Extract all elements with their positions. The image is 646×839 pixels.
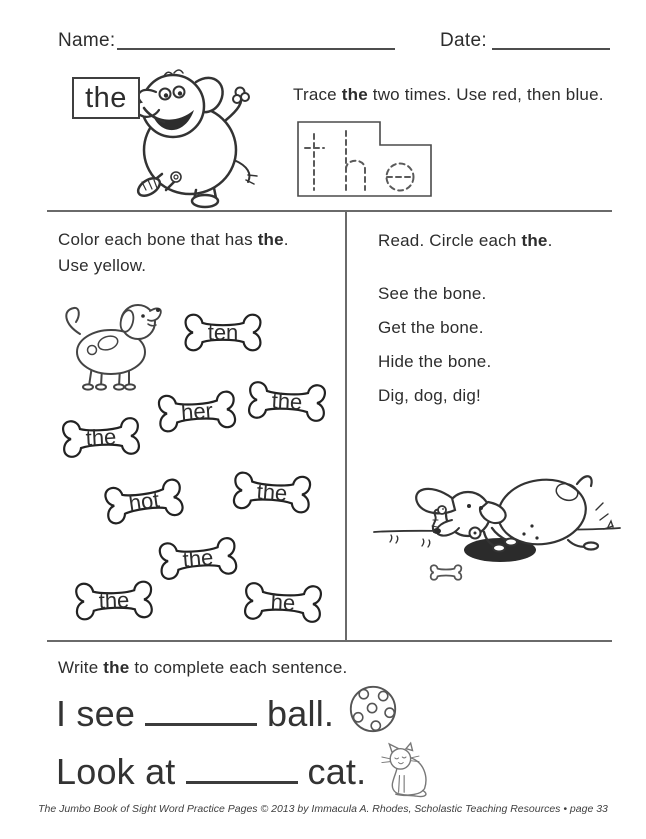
- bone-word-label: the: [181, 544, 215, 573]
- ball-icon: [348, 684, 398, 734]
- write-instruction-word: the: [103, 658, 130, 677]
- write-sentence-1-before: I see: [56, 693, 136, 734]
- read-instruction-word: the: [521, 231, 548, 250]
- bone-word-he: [238, 574, 329, 632]
- traceable-letters-the: [305, 131, 414, 191]
- date-label: Date:: [440, 30, 487, 51]
- color-instruction: [58, 227, 289, 279]
- write-sentence-2-before: Look at: [56, 751, 176, 792]
- bone-word-the-4: [152, 528, 244, 588]
- read-sentence-1: See the bone.: [378, 284, 487, 303]
- bone-word-her: [151, 382, 242, 441]
- trace-instruction-pre: Trace: [293, 85, 342, 104]
- bone-word-label: ten: [207, 319, 239, 345]
- write-sentence-2: [56, 742, 432, 798]
- write-instruction-pre: Write: [58, 658, 104, 677]
- bone-word-label: he: [270, 589, 296, 616]
- word-card: [72, 77, 140, 119]
- write-sentence-1-after: ball.: [267, 693, 335, 734]
- write-sentence-1: [56, 684, 398, 735]
- trace-instruction-word: the: [341, 85, 368, 104]
- small-bone-icon: [431, 565, 462, 580]
- date-blank-line: [492, 31, 610, 50]
- name-label: Name:: [58, 30, 116, 51]
- digging-dog-illustration: [372, 462, 622, 587]
- read-instruction-pre: Read. Circle each: [378, 231, 522, 250]
- bone-word-the-5: [69, 572, 159, 628]
- color-instruction-line2: Use yellow.: [58, 256, 147, 275]
- bone-word-label: hot: [127, 486, 161, 516]
- section-divider-top: [47, 210, 612, 212]
- color-instruction-line1: [58, 227, 289, 253]
- puppy-illustration: [56, 294, 166, 394]
- bone-word-label: the: [98, 587, 130, 614]
- write-blank-1: [145, 723, 257, 726]
- trace-instruction: [293, 82, 604, 108]
- bone-word-label: the: [271, 388, 303, 415]
- bone-word-the-3: [226, 463, 317, 522]
- bone-word-the-1: [242, 373, 333, 431]
- write-instruction-post: to complete each sentence.: [129, 658, 348, 677]
- read-sentence-4: Dig, dog, dig!: [378, 386, 481, 405]
- footer-credit: [0, 803, 646, 815]
- bone-word-hot: [97, 469, 192, 534]
- trace-instruction-post: two times. Use red, then blue.: [367, 85, 604, 104]
- word-card-text: the: [85, 81, 127, 114]
- write-instruction: [58, 655, 347, 681]
- write-blank-2: [186, 781, 298, 784]
- bone-word-label: the: [255, 478, 289, 506]
- name-blank-line: [117, 31, 395, 50]
- footer-book-title: The Jumbo Book of Sight Word Practice Pages: [38, 803, 258, 815]
- trace-box: [297, 121, 432, 197]
- bone-word-label: the: [85, 424, 117, 451]
- read-instruction: [378, 228, 553, 254]
- section-divider-bottom: [47, 640, 612, 642]
- color-instruction-post: .: [283, 230, 289, 249]
- color-instruction-pre: Color each bone that has: [58, 230, 258, 249]
- read-sentences: [378, 284, 491, 420]
- write-sentence-2-after: cat.: [307, 751, 367, 792]
- footer-credit-rest: © 2013 by Immacula A. Rhodes, Scholastic Teaching Resources • page 33: [257, 803, 608, 815]
- read-instruction-post: .: [547, 231, 553, 250]
- bone-word-ten: [179, 306, 267, 359]
- bone-word-the-2: [56, 409, 147, 467]
- bone-word-label: her: [180, 397, 214, 425]
- read-sentence-2: Get the bone.: [378, 318, 484, 337]
- color-instruction-word: the: [257, 230, 284, 249]
- section-divider-vertical: [345, 211, 347, 641]
- cat-icon: [380, 742, 432, 798]
- read-sentence-3: Hide the bone.: [378, 352, 492, 371]
